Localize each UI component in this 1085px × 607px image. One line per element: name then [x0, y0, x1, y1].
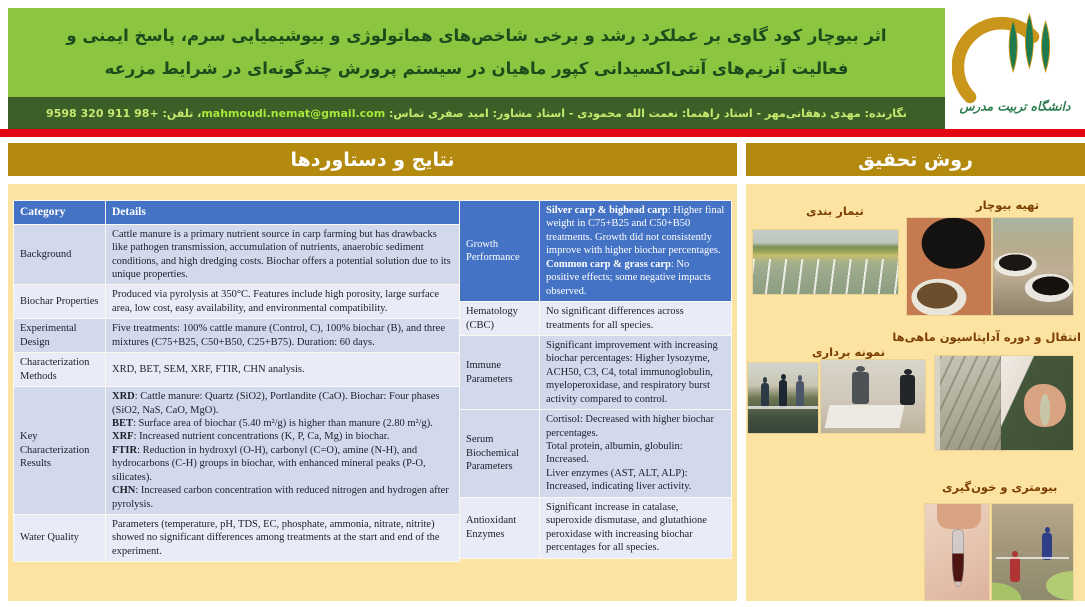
- label-fish-adaptation: انتقال و دوره آداپتاسیون ماهی‌ها: [892, 330, 1081, 344]
- row-details: Silver carp & bighead carp: Higher final weight in C75+B25 and C50+B50 treatments. Growth did not consistently improve with higher biochar percentages. Common carp & grass carp: No positive effects; some negative impacts observed.: [540, 201, 732, 302]
- photo-blood-tube: [925, 504, 989, 600]
- results-section-title: نتایج و دستاوردها: [290, 148, 455, 171]
- poster-title-box: [8, 8, 945, 97]
- university-logo: [945, 0, 1085, 129]
- results-table-right: [459, 200, 732, 559]
- photo-sampling-table: [821, 360, 925, 433]
- row-details: Cortisol: Decreased with higher biochar percentages. Total protein, albumin, globulin: Increased. Liver enzymes (AST, ALT, ALP): Increased, indicating liver activity.: [540, 410, 732, 498]
- table-row-water-quality: [14, 515, 460, 562]
- authors-bar: [8, 97, 945, 129]
- person-figure: [796, 381, 804, 408]
- row-category: Antioxidant Enzymes: [460, 497, 540, 558]
- person-figure: [1042, 533, 1052, 560]
- row-details: Parameters (temperature, pH, TDS, EC, phosphate, ammonia, nitrate, nitrite) showed no significant differences among treatments at the start and end of the experiment.: [106, 515, 460, 562]
- label-biometry-blood-sampling: بیومتری و خون‌گیری: [942, 480, 1058, 494]
- photo-fish-in-hand: [1001, 356, 1073, 450]
- person-figure: [1010, 557, 1021, 582]
- contact-email: mahmoudi.nemat@gmail.com: [201, 106, 386, 120]
- photo-fish-school: [935, 356, 1004, 450]
- column-header-category: Category: [14, 201, 106, 225]
- photo-sampling-net: [748, 363, 818, 433]
- table-row-key-characterization-results: [14, 387, 460, 515]
- row-details: XRD, BET, SEM, XRF, FTIR, CHN analysis.: [106, 353, 460, 387]
- row-details: Significant increase in catalase, superoxide dismutase, and glutathione peroxidase with increasing biochar percentages for all species.: [540, 497, 732, 558]
- table-row-serum-biochemical: [460, 410, 732, 498]
- results-table-left: [13, 200, 460, 562]
- table-row-experimental-design: [14, 319, 460, 353]
- poster-title: اثر بیوچار کود گاوی بر عملکرد رشد و برخی شاخص‌های هماتولوژی و بیوشیمیایی سرم، پاسخ ایمنی و فعالیت آنزیم‌های آنتی‌اکسیدانی کپور ماهیان در سیستم پرورش چندگونه‌ای در شرایط مزرعه: [66, 26, 887, 78]
- results-panel: [8, 184, 737, 601]
- label-sampling: نمونه برداری: [812, 345, 886, 359]
- fish-shape: [1040, 394, 1050, 426]
- university-name-calligraphy: دانشگاه تربیت مدرس: [959, 98, 1071, 113]
- row-category: Background: [14, 224, 106, 285]
- table-header-row: [14, 201, 460, 225]
- methods-section-header: [746, 143, 1085, 176]
- table-row-characterization-methods: [14, 353, 460, 387]
- row-category: Immune Parameters: [460, 335, 540, 409]
- contact-phone: ، تلفن: +98 911 320 9598: [46, 106, 202, 120]
- table-row-background: [14, 224, 460, 285]
- red-divider-strip: [0, 129, 1085, 137]
- authors-text: نگارنده: مهدی دهقانی‌مهر - استاد راهنما: نعمت الله محمودی - استاد مشاور: امید صفری تماس:: [385, 106, 907, 120]
- row-category: Growth Performance: [460, 201, 540, 302]
- row-details: Five treatments: 100% cattle manure (Control, C), 100% biochar (B), and three mixtures (C75+B25, C50+B50, C25+B75). Duration: 60 days.: [106, 319, 460, 353]
- table-row-hematology: [460, 302, 732, 336]
- table-row-biochar-properties: [14, 285, 460, 319]
- person-figure: [779, 380, 787, 408]
- photo-biochar-drying: [993, 218, 1073, 315]
- photo-biochar-piles: [907, 218, 991, 315]
- row-details: XRD: Cattle manure: Quartz (SiO2), Portlandite (CaO). Biochar: Four phases (SiO2, NaS, CaO, MgO). BET: Surface area of biochar (5.40 m²/g) is higher than manure (2.80 m²/g). XRF: Increased nutrient concentrations (K, P, Ca, Mg) in biochar. FTIR: Reduction in hydroxyl (O-H), carbonyl (C=O), amine (N-H), and hydrocarbons (C-H) groups in biochar, with enhanced mineral peaks (P-O, silicates). CHN: Increased carbon concentration with reduced nitrogen and hydrogen after pyrolysis.: [106, 387, 460, 515]
- photo-pond-netting: [992, 504, 1073, 600]
- row-details: No significant differences across treatments for all species.: [540, 302, 732, 336]
- row-category: Serum Biochemical Parameters: [460, 410, 540, 498]
- photo-treatment-ponds: [753, 230, 898, 294]
- row-details: Cattle manure is a primary nutrient source in carp farming but has drawbacks like pathogen transmission, accumulation of nutrients, anaerobic sediment conditions, and high dredging costs. Biochar offers a potential solution due to its unique properties.: [106, 224, 460, 285]
- methods-section-title: روش تحقیق: [858, 148, 973, 171]
- row-category: Key Characterization Results: [14, 387, 106, 515]
- row-category: Hematology (CBC): [460, 302, 540, 336]
- row-category: Characterization Methods: [14, 353, 106, 387]
- table-row-antioxidant-enzymes: [460, 497, 732, 558]
- person-figure: [852, 372, 869, 404]
- label-treatment-allocation: تیمار بندی: [806, 204, 864, 218]
- university-logo-icon: [952, 3, 1078, 127]
- results-section-header: [8, 143, 737, 176]
- label-biochar-preparation: تهیه بیوچار: [976, 198, 1040, 212]
- person-figure: [900, 375, 915, 406]
- column-header-details: Details: [106, 201, 460, 225]
- methods-panel: [746, 184, 1085, 601]
- table-row-immune-parameters: [460, 335, 732, 409]
- person-figure: [761, 383, 769, 408]
- authors-line: [46, 107, 907, 120]
- row-category: Biochar Properties: [14, 285, 106, 319]
- row-details: Significant improvement with increasing biochar percentages: Higher lysozyme, ACH50, C3, C4, total immunoglobulin, myeloperoxidase, and respiratory burst activity compared to control.: [540, 335, 732, 409]
- row-details: Produced via pyrolysis at 350°C. Features include high porosity, large surface area, low cost, easy availability, and environmental compatibility.: [106, 285, 460, 319]
- blood-tube-shape: [952, 529, 964, 587]
- row-category: Water Quality: [14, 515, 106, 562]
- table-row-growth-performance: [460, 201, 732, 302]
- row-category: Experimental Design: [14, 319, 106, 353]
